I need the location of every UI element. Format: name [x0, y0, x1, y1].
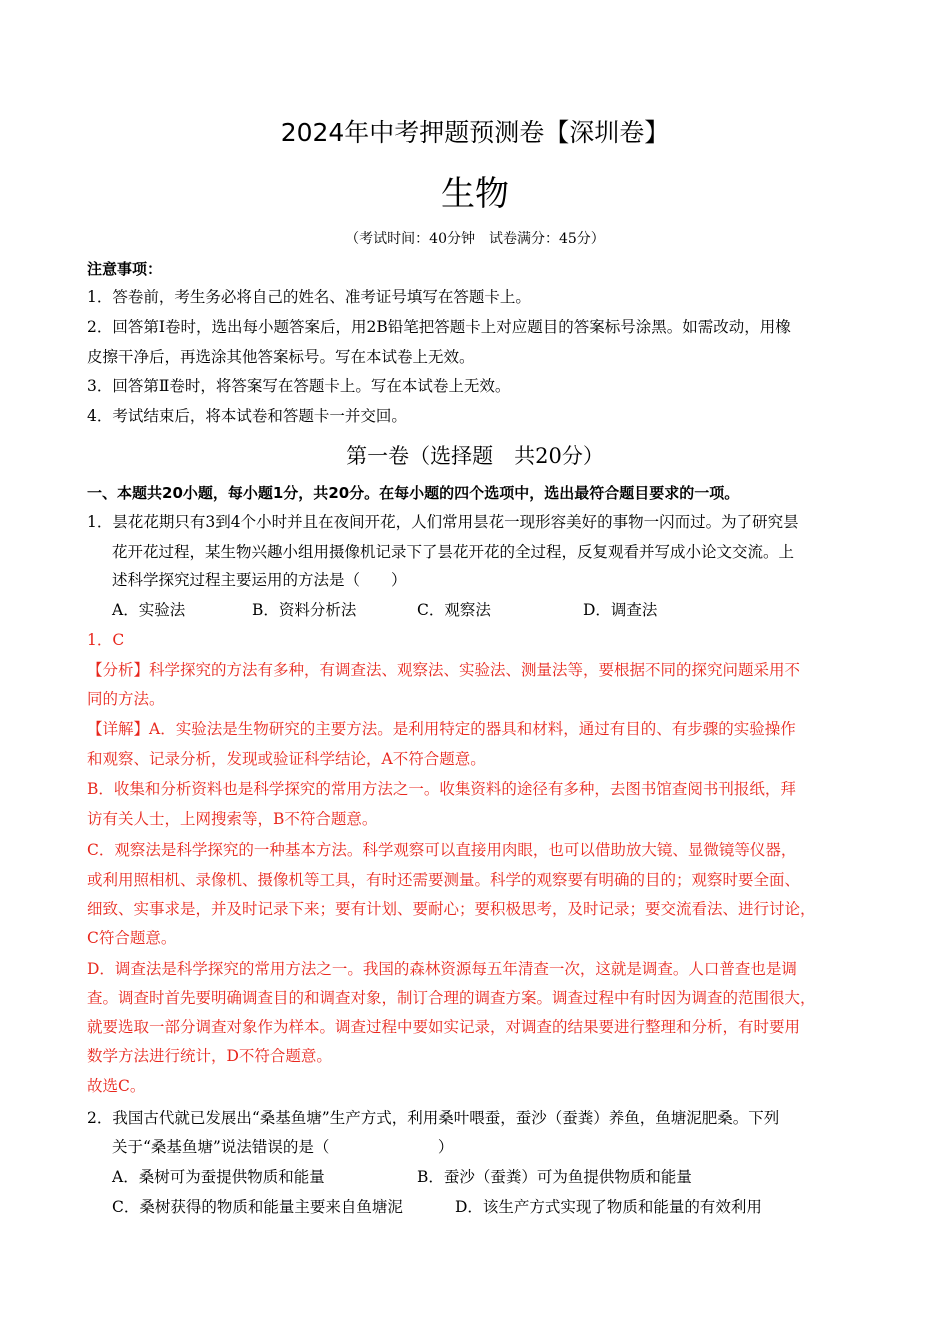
notice-item: 1．答卷前，考生务必将自己的姓名、准考证号填写在答题卡上。 [87, 288, 531, 306]
question-1-option-a: A．实验法 [112, 601, 186, 619]
subject-title: 生物 [441, 174, 509, 214]
question-1-answer: 1．C [87, 631, 125, 649]
question-2-option-c: C．桑树获得的物质和能量主要来自鱼塘泥 [112, 1198, 403, 1216]
question-1-detail: 访有关人士，上网搜索等，B不符合题意。 [87, 810, 378, 828]
question-1-text: 花开花过程，某生物兴趣小组用摄像机记录下了昙花开花的全过程，反复观看并写成小论文交流。上 [112, 543, 795, 561]
question-1-detail: 或利用照相机、录像机、摄像机等工具，有时还需要测量。科学的观察要有明确的目的；观察时要全面、 [87, 871, 801, 889]
question-1-analysis: 同的方法。 [87, 690, 165, 708]
question-2-text: 关于“桑基鱼塘”说法错误的是（ ） [112, 1138, 454, 1156]
section-instruction: 一、本题共20小题，每小题1分，共20分。在每小题的四个选项中，选出最符合题目要求的一项。 [87, 484, 740, 502]
question-1-detail: 数学方法进行统计，D不符合题意。 [87, 1047, 332, 1065]
question-1-detail: B．收集和分析资料也是科学探究的常用方法之一。收集资料的途径有多种，去图书馆查阅书刊报纸，拜 [87, 780, 796, 798]
question-2-text: 2．我国古代就已发展出“桑基鱼塘”生产方式，利用桑叶喂蚕，蚕沙（蚕粪）养鱼，鱼塘泥肥桑。下列 [87, 1109, 780, 1127]
notice-item: 2．回答第Ⅰ卷时，选出每小题答案后，用2B铅笔把答题卡上对应题目的答案标号涂黑。如需改动，用橡 [87, 318, 791, 336]
notice-item: 3．回答第Ⅱ卷时，将答案写在答题卡上。写在本试卷上无效。 [87, 377, 511, 395]
question-1-detail: C．观察法是科学探究的一种基本方法。科学观察可以直接用肉眼，也可以借助放大镜、显微镜等仪器， [87, 841, 797, 859]
page-title: 2024年中考押题预测卷【深圳卷】 [280, 118, 670, 147]
question-1-option-b: B．资料分析法 [252, 601, 357, 619]
question-1-text: 1．昙花花期只有3到4个小时并且在夜间开花，人们常用昙花一现形容美好的事物一闪而过。为了研究昙 [87, 513, 799, 531]
question-1-analysis: 【分析】科学探究的方法有多种，有调查法、观察法、实验法、测量法等，要根据不同的探究问题采用不 [87, 661, 801, 679]
question-1-conclusion: 故选C。 [87, 1077, 146, 1095]
section-title: 第一卷（选择题 共20分） [346, 444, 604, 468]
question-2-option-b: B．蚕沙（蚕粪）可为鱼提供物质和能量 [417, 1168, 692, 1186]
question-1-detail: 查。调查时首先要明确调查目的和调查对象，制订合理的调查方案。调查过程中有时因为调查的范围很大， [87, 989, 816, 1007]
question-1-detail: 和观察、记录分析，发现或验证科学结论，A不符合题意。 [87, 750, 486, 768]
question-1-text: 述科学探究过程主要运用的方法是（ ） [112, 571, 407, 589]
question-1-option-d: D．调查法 [583, 601, 658, 619]
question-1-detail: 就要选取一部分调查对象作为样本。调查过程中要如实记录，对调查的结果要进行整理和分析，有时要用 [87, 1018, 801, 1036]
question-2-option-a: A．桑树可为蚕提供物质和能量 [112, 1168, 325, 1186]
question-1-detail: 细致、实事求是，并及时记录下来；要有计划、要耐心；要积极思考，及时记录；要交流看法、进行讨论， [87, 900, 816, 918]
notice-heading: 注意事项： [87, 260, 163, 278]
question-1-option-c: C．观察法 [417, 601, 491, 619]
question-1-detail: D．调查法是科学探究的常用方法之一。我国的森林资源每五年清查一次，这就是调查。人口普查也是调 [87, 960, 797, 978]
notice-item: 皮擦干净后，再选涂其他答案标号。写在本试卷上无效。 [87, 348, 475, 366]
question-1-detail: 【详解】A．实验法是生物研究的主要方法。是利用特定的器具和材料，通过有目的、有步骤的实验操作 [87, 720, 796, 738]
question-2-option-d: D．该生产方式实现了物质和能量的有效利用 [455, 1198, 762, 1216]
question-1-detail: C符合题意。 [87, 929, 177, 947]
exam-info: （考试时间：40分钟 试卷满分：45分） [345, 231, 605, 247]
notice-item: 4．考试结束后，将本试卷和答题卡一并交回。 [87, 407, 407, 425]
